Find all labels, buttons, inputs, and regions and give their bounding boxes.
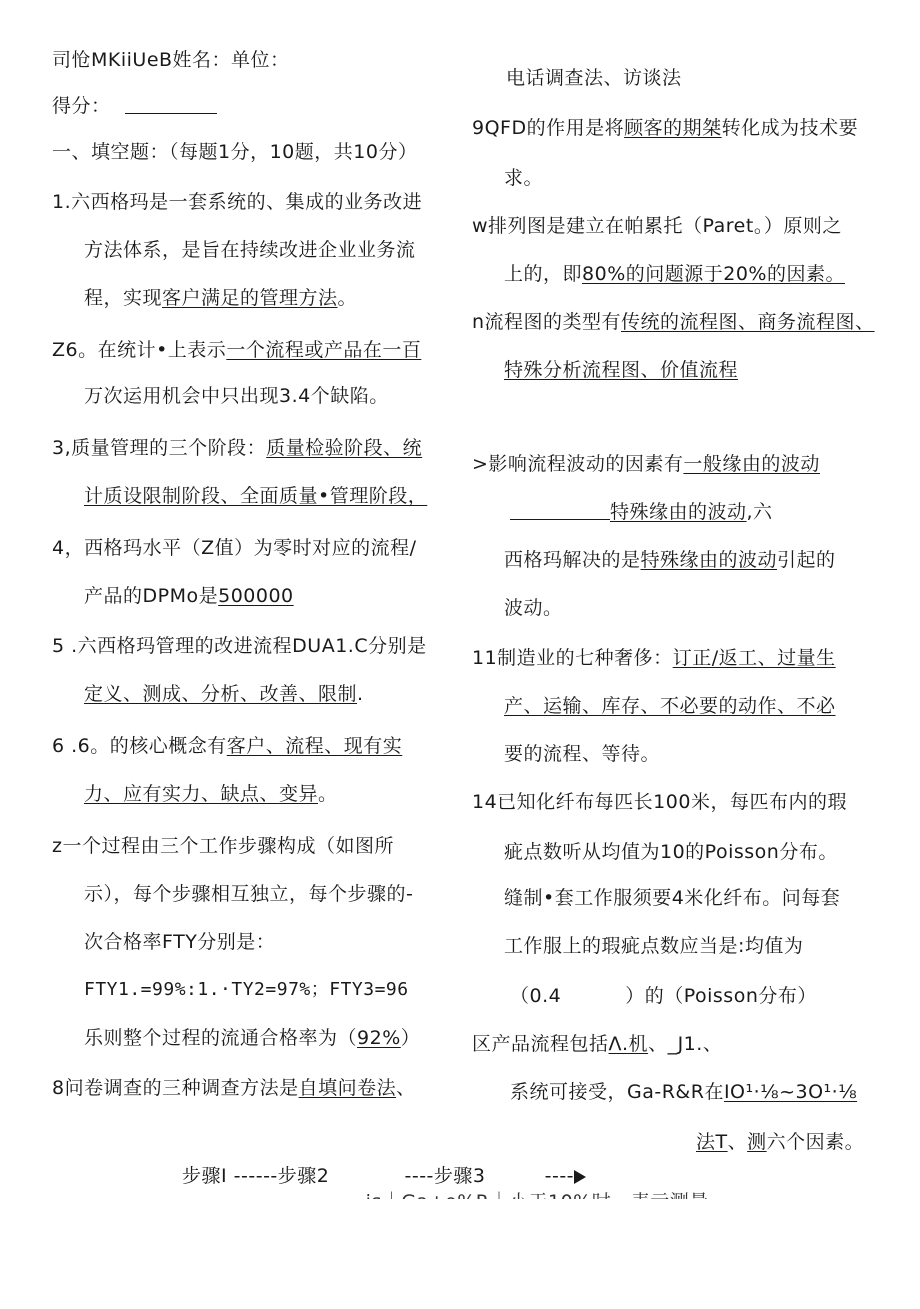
step-2-label: 步骤2 [277,1165,330,1187]
question-13-line2 [504,694,836,718]
answer-5: 定义、测成、分析、改善、限制 [84,683,358,705]
answer-1: 客户满足的管理方法 [162,287,338,309]
question-9: 9QFD的作用是将顾客的期桀转化成为技术要 [472,117,859,139]
question-14-line5: （0.4 ）的（Poisson分布） [510,985,817,1007]
answer-15-a: Λ.机 [608,1033,649,1055]
question-8: 8问卷调查的三种调查方法是自填问卷法、 [52,1077,416,1099]
arrow-right-icon [574,1170,586,1184]
question-3: 3,质量管理的三个阶段：质量检验阶段、统 [52,437,423,459]
score-blank [125,95,217,114]
answer-12-c: 特殊缘由的波动 [640,549,778,571]
section-title: 一、填空题：（每题1分，10题，共10分） [52,141,418,163]
header-line [52,48,290,72]
question-11-line2 [504,358,738,382]
question-14-line4: 工作服上的瑕疵点数应当是:均值为 [504,935,804,957]
question-5-line2: 定义、测成、分析、改善、限制. [84,683,364,705]
answer-15-c: 测 [747,1131,767,1153]
question-4: 4，西格玛水平（Z值）为零时对应的流程/ [52,537,417,559]
question-4-line2: 产品的DPMo是500000 [84,585,294,607]
answer-13: 订正/返工、过量生 [672,647,836,669]
connector-1: ------ [233,1165,278,1187]
answer-6: 客户、流程、现有实 [226,735,403,757]
question-10-line2: 上的，即80%的问题源于20%的因素。 [504,263,845,285]
question-13-line3: 要的流程、等待。 [504,743,661,765]
answer-15-range: IO¹·⅛~3O¹·⅛ [723,1081,858,1103]
answer-2: 一个流程或产品在一百 [226,339,422,361]
question-12-line2: 特殊缘由的波动,六 [510,500,773,524]
question-6: 6 .6。的核心概念有客户、流程、现有实 [52,735,403,757]
question-15-line2: 系统可接受，Ga-R&R在IO¹·⅛~3O¹·⅛ [510,1081,858,1103]
answer-12-b: 特殊缘由的波动 [610,501,747,523]
answer-12: 一般缘由的波动 [683,453,820,475]
answer-8: 自填问卷法 [298,1077,397,1099]
question-1-line3: 程，实现客户满足的管理方法。 [84,287,358,309]
question-15: 区产品流程包括Λ.机、_J1.、 [472,1033,723,1055]
question-12: >影响流程波动的因素有一般缘由的波动 [472,453,820,475]
question-10: w排列图是建立在帕累托（Paret。）原则之 [472,215,842,237]
answer-4: 500000 [218,585,294,607]
question-6-line2: 力、应有实力、缺点、变异。 [84,783,338,805]
question-1-line2: 方法体系，是旨在持续改进企业业务流 [84,239,416,261]
step-1-label: 步骤I [182,1165,228,1187]
question-9-line2: 求。 [504,167,544,189]
question-2: Z6。在统计•上表示一个流程或产品在一百 [52,339,422,361]
question-11: n流程图的类型有传统的流程图、商务流程图、 [472,311,875,333]
page-bottom-blank [0,1199,920,1309]
question-7-line5: 乐则整个过程的流通合格率为（92%） [84,1027,421,1049]
question-7-line2: 示），每个步骤相互独立，每个步骤的- [84,883,414,905]
score-label: 得分： [52,95,111,117]
question-14-line3: 缝制•套工作服须要4米化纤布。问每套 [504,887,841,909]
question-1: 1.六西格玛是一套系统的、集成的业务改进 [52,191,423,213]
answer-11-cont: 特殊分析流程图、价值流程 [504,359,739,381]
answer-9: 顾客的期桀 [624,117,722,139]
step-3-label: 步骤3 [433,1165,486,1187]
answer-3-cont: 计质设限制阶段、全面质量•管理阶段， [84,485,428,507]
question-12-line3: 西格玛解决的是特殊缘由的波动引起的 [504,549,836,571]
blank-line [510,501,610,520]
answer-11: 传统的流程图、商务流程图、 [621,311,875,333]
question-15-line3: 法T、测六个因素。 [696,1131,865,1153]
question-3-line2 [84,484,427,508]
score-line [52,94,217,118]
question-14: 14已知化纤布每匹长100米，每匹布内的瑕 [472,791,847,813]
question-5: 5 .六西格玛管理的改进流程DUA1.C分别是 [52,635,427,657]
answer-10: 80%的问题源于20%的因素。 [582,263,845,285]
question-7-line3: 次合格率FTY分别是： [84,931,276,953]
name-unit-label: 司怆MKiiUeB姓名：单位： [52,49,290,71]
question-7-fty-values: FTY1.=99%:1.·TY2=97%；FTY3=96 [84,979,409,1000]
question-2-line2: 万次运用机会中只出现3.4个缺陷。 [84,385,389,407]
connector-2: ---- [404,1165,434,1187]
answer-7: 92% [357,1027,401,1049]
answer-15-b: 法T [696,1131,728,1153]
question-13: 11制造业的七种奢侈：订正/返工、过量生 [472,647,836,669]
answer-3: 质量检验阶段、统 [266,437,423,459]
question-7: z一个过程由三个工作步骤构成（如图所 [52,835,394,857]
answer-13-cont: 产、运输、库存、不必要的动作、不必 [504,695,836,717]
answer-6-cont: 力、应有实力、缺点、变异 [84,783,319,805]
question-14-line2: 疵点数听从均值为10的Poisson分布。 [504,841,838,863]
question-12-line4: 波动。 [504,597,563,619]
connector-3: ---- [544,1165,575,1187]
question-8-cont: 电话调查法、访谈法 [506,67,682,89]
process-flow-figure [182,1164,586,1188]
